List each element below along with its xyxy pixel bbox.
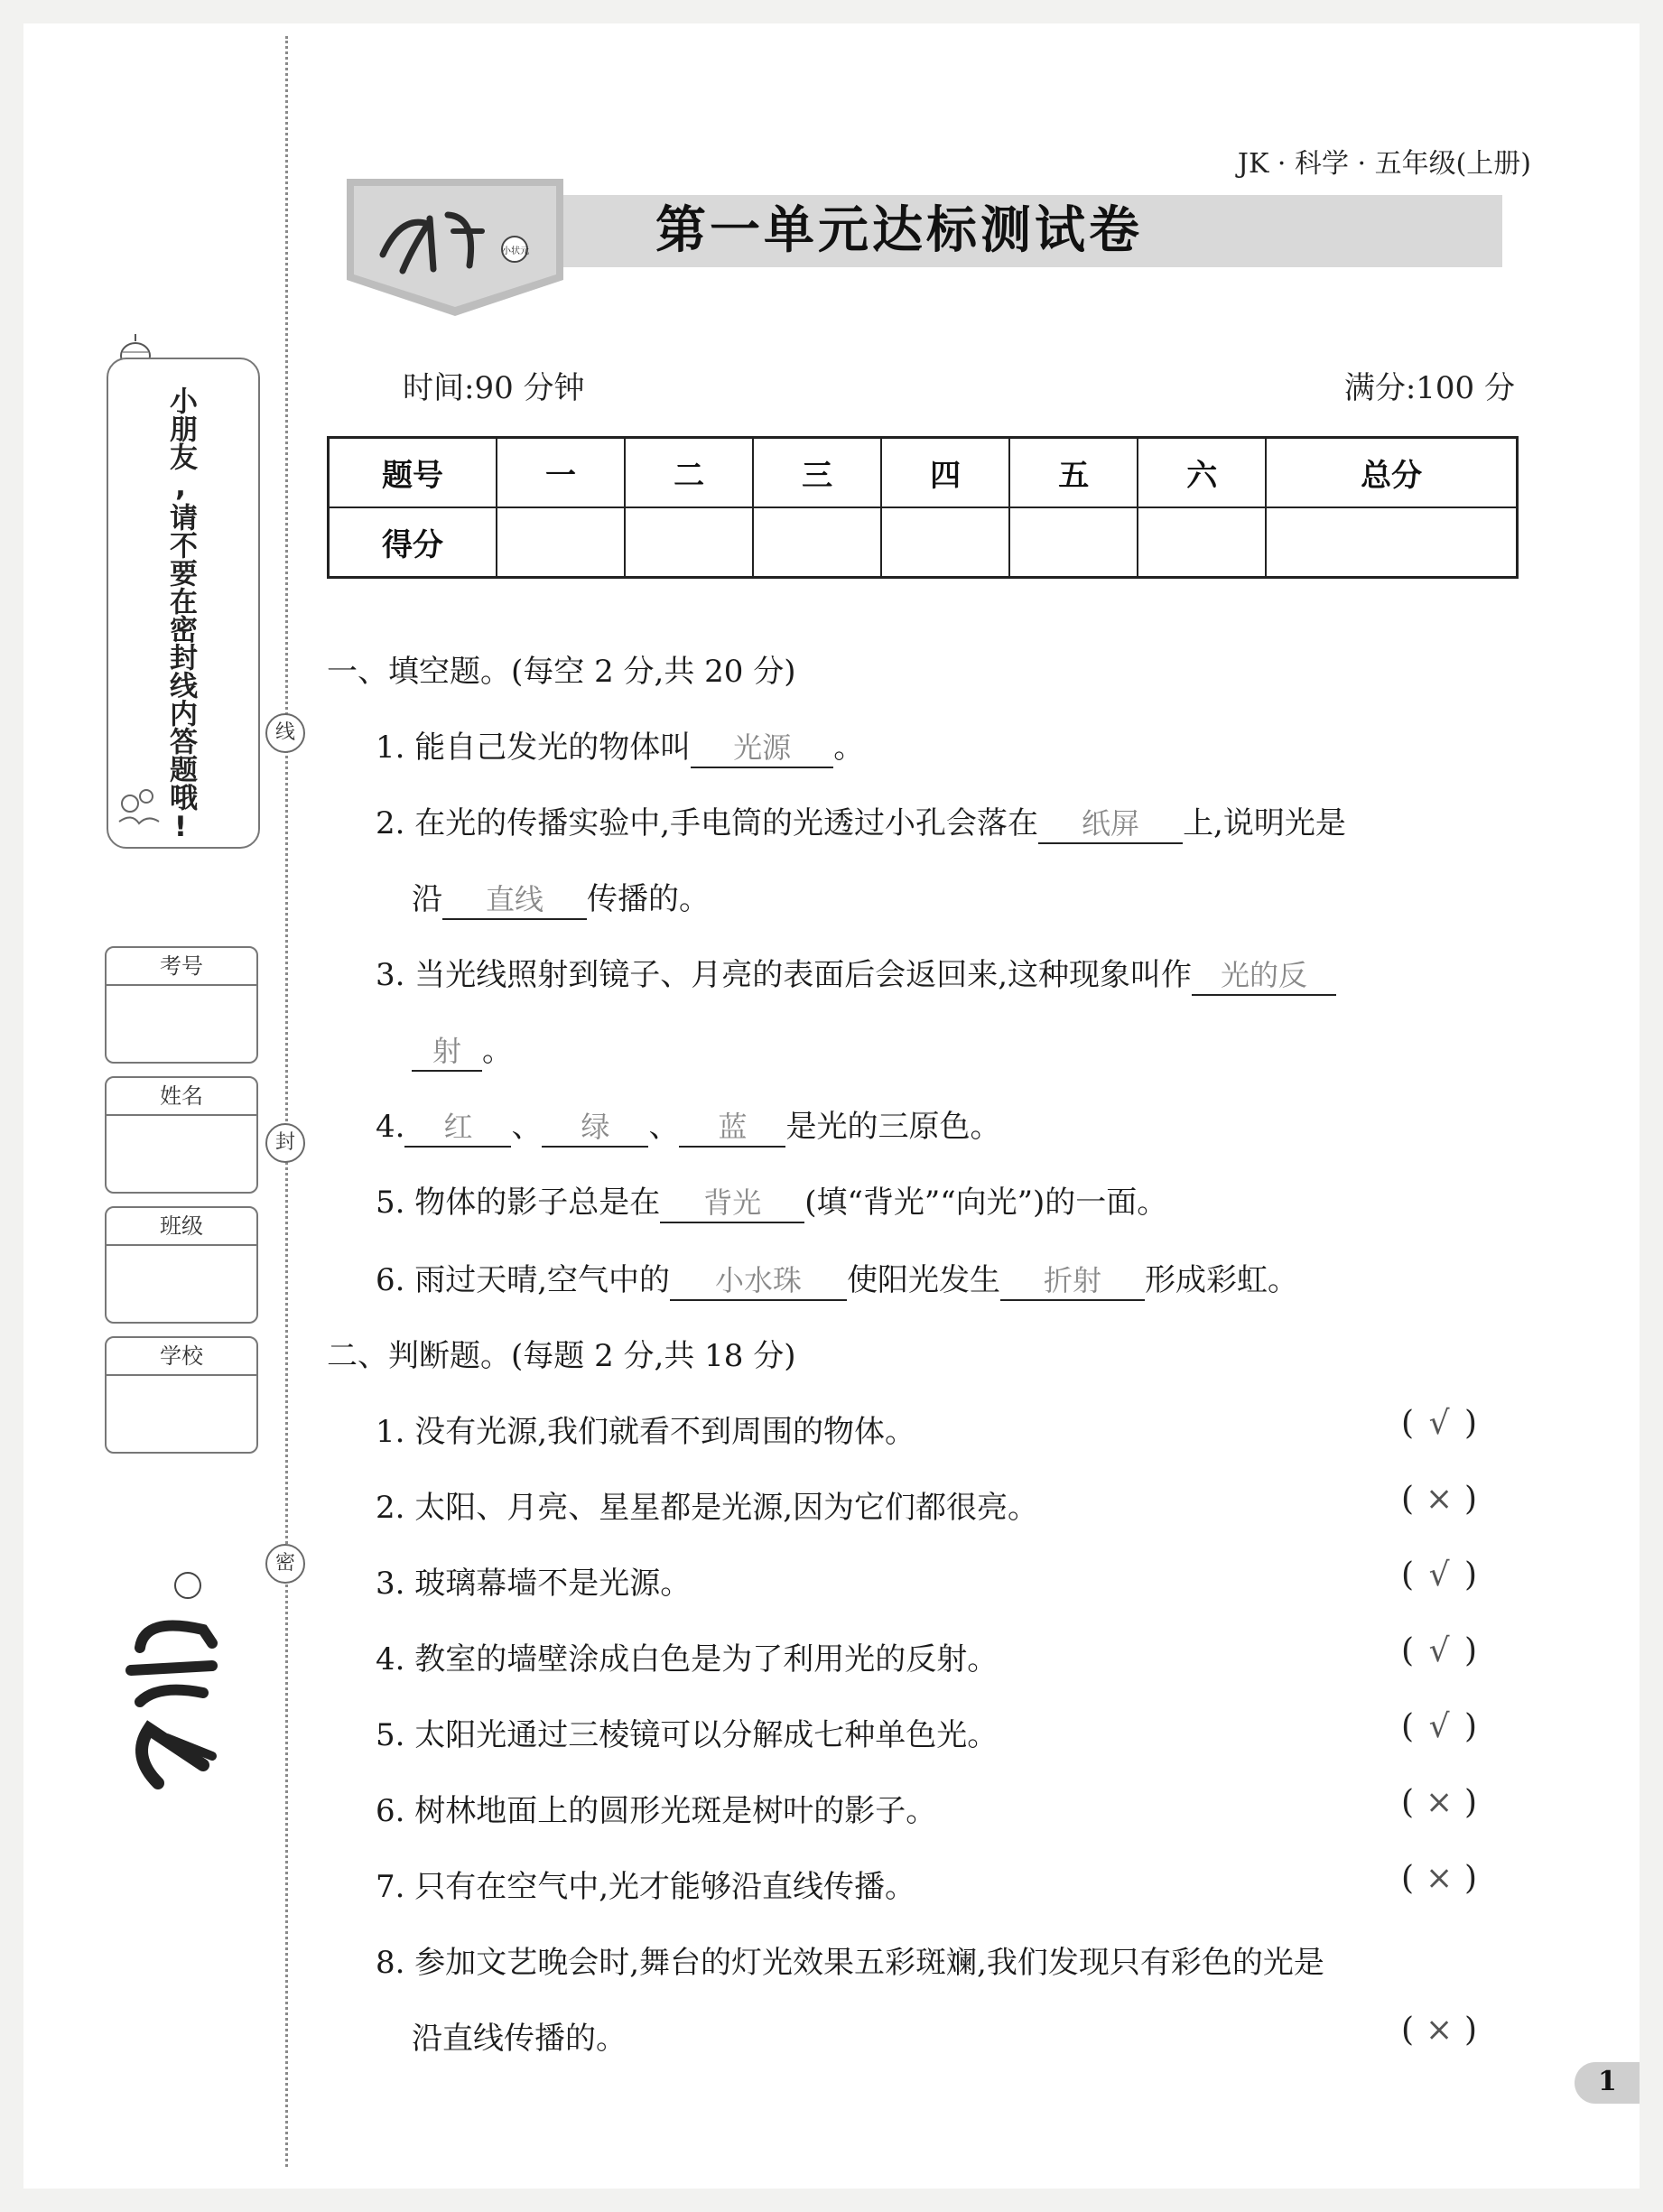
answer-mark: √ <box>1428 1557 1450 1594</box>
fill-question-2-cont <box>412 874 710 920</box>
fill-question-2 <box>376 798 1346 844</box>
judge-item-2-answer[interactable] <box>1401 1481 1477 1518</box>
paren-open: ( <box>1401 1860 1415 1897</box>
name-label: 姓名 <box>107 1078 256 1116</box>
score-cell-1[interactable] <box>497 507 625 578</box>
q1-text: 1. 能自己发光的物体叫 <box>376 730 692 766</box>
q4-sep-1: 、 <box>511 1109 543 1145</box>
fill-question-1 <box>376 722 864 768</box>
brand-badge <box>347 179 563 316</box>
q3-text: 3. 当光线照射到镜子、月亮的表面后会返回来,这种现象叫作 <box>376 957 1193 993</box>
class-label: 班级 <box>107 1208 256 1246</box>
paren-close: ) <box>1464 1708 1478 1745</box>
q3-answer-blank[interactable]: 光的反 <box>1192 953 1336 996</box>
judge-item-3-answer[interactable] <box>1401 1557 1477 1594</box>
header-cell-2: 二 <box>625 438 753 508</box>
q5-text: 5. 物体的影子总是在 <box>376 1185 661 1221</box>
page-number-tab <box>1575 2062 1640 2104</box>
q6-mid: 使阳光发生 <box>847 1262 1001 1298</box>
judge-item-6-answer[interactable] <box>1401 1784 1477 1821</box>
score-cell-2[interactable] <box>625 507 753 578</box>
fill-question-3 <box>376 950 1336 996</box>
sealing-notice <box>107 358 260 849</box>
seal-char-line: 线 <box>265 713 305 753</box>
school-box[interactable] <box>105 1336 258 1454</box>
judge-item-5-text: 5. 太阳光通过三棱镜可以分解成七种单色光。 <box>376 1717 999 1753</box>
exam-number-label: 考号 <box>107 948 256 986</box>
q6-answer-blank-1[interactable]: 小水珠 <box>670 1258 847 1301</box>
score-table-header-row <box>329 438 1518 508</box>
paren-close: ) <box>1464 1784 1478 1821</box>
seal-char-secret: 密 <box>265 1544 305 1584</box>
paren-close: ) <box>1464 1557 1478 1594</box>
q2-answer-blank-2[interactable]: 直线 <box>442 877 587 920</box>
name-box[interactable] <box>105 1076 258 1194</box>
q4-answer-blank-1[interactable]: 红 <box>404 1104 511 1148</box>
judge-item-6-text: 6. 树林地面上的圆形光斑是树叶的影子。 <box>376 1793 937 1829</box>
judge-item-7-text: 7. 只有在空气中,光才能够沿直线传播。 <box>376 1869 916 1905</box>
page-title: 第一单元达标测试卷 <box>655 201 1143 260</box>
q3-post: 。 <box>482 1033 513 1069</box>
header-cell-question-no: 题号 <box>329 438 497 508</box>
answer-mark: √ <box>1428 1405 1450 1442</box>
fill-question-3-cont <box>412 1026 513 1072</box>
series-label: JK · 科学 · 五年级(上册) <box>1237 148 1531 180</box>
q4-answer-blank-2[interactable]: 绿 <box>542 1104 648 1148</box>
brand-logo <box>108 1553 244 1842</box>
q2-cont-pre: 沿 <box>412 881 442 917</box>
score-cell-4[interactable] <box>881 507 1009 578</box>
paren-open: ( <box>1401 1481 1415 1518</box>
fill-question-4 <box>376 1101 1000 1148</box>
flower-icon <box>112 776 164 831</box>
judge-item-8-text-cont: 沿直线传播的。 <box>412 2021 627 2057</box>
seal-char-seal: 封 <box>265 1123 305 1163</box>
paren-open: ( <box>1401 1708 1415 1745</box>
q5-post: (填“背光”“向光”)的一面。 <box>804 1185 1168 1221</box>
judge-item-8-text: 8. 参加文艺晚会时,舞台的灯光效果五彩斑斓,我们发现只有彩色的光是 <box>376 1945 1324 1981</box>
q4-number: 4. <box>376 1109 405 1145</box>
answer-mark: × <box>1425 1784 1454 1821</box>
score-cell-5[interactable] <box>1009 507 1138 578</box>
score-table <box>327 436 1519 579</box>
header-cell-5: 五 <box>1009 438 1138 508</box>
judge-item-7-answer[interactable] <box>1401 1860 1477 1897</box>
q4-answer-blank-3[interactable]: 蓝 <box>679 1104 785 1148</box>
answer-mark: × <box>1425 1860 1454 1897</box>
paren-close: ) <box>1464 1632 1478 1669</box>
header-cell-total: 总分 <box>1266 438 1517 508</box>
q3-answer-blank-cont[interactable]: 射 <box>412 1028 482 1072</box>
header-cell-6: 六 <box>1138 438 1266 508</box>
judge-item-4-text: 4. 教室的墙壁涂成白色是为了利用光的反射。 <box>376 1641 999 1678</box>
section1-heading: 一、填空题。(每空 2 分,共 20 分) <box>327 654 796 690</box>
judge-item-4-answer[interactable] <box>1401 1632 1477 1669</box>
header-cell-3: 三 <box>753 438 881 508</box>
notice-text: 小朋友,请不要在密封线内答题哦! <box>164 386 197 843</box>
answer-mark: √ <box>1428 1708 1450 1745</box>
q6-text: 6. 雨过天晴,空气中的 <box>376 1262 671 1298</box>
score-cell-6[interactable] <box>1138 507 1266 578</box>
q5-answer-blank[interactable]: 背光 <box>660 1180 804 1223</box>
paren-close: ) <box>1464 1405 1478 1442</box>
judge-item-2-text: 2. 太阳、月亮、星星都是光源,因为它们都很亮。 <box>376 1490 1039 1526</box>
page-number: 1 <box>1598 2066 1617 2097</box>
time-label: 时间:90 分钟 <box>403 370 585 406</box>
judge-item-8-answer[interactable] <box>1401 2012 1477 2049</box>
judge-item-1-answer[interactable] <box>1401 1405 1477 1442</box>
answer-mark: √ <box>1428 1632 1450 1669</box>
q2-answer-blank-1[interactable]: 纸屏 <box>1038 801 1183 844</box>
judge-item-3-text: 3. 玻璃幕墙不是光源。 <box>376 1566 692 1602</box>
score-table-score-row <box>329 507 1518 578</box>
class-box[interactable] <box>105 1206 258 1324</box>
q2-text: 2. 在光的传播实验中,手电筒的光透过小孔会落在 <box>376 805 1039 841</box>
header-cell-4: 四 <box>881 438 1009 508</box>
q6-post: 形成彩虹。 <box>1145 1262 1299 1298</box>
paren-open: ( <box>1401 1405 1415 1442</box>
q1-answer-blank[interactable]: 光源 <box>691 725 833 768</box>
paren-close: ) <box>1464 2012 1478 2049</box>
q6-answer-blank-2[interactable]: 折射 <box>1000 1258 1145 1301</box>
section2-heading: 二、判断题。(每题 2 分,共 18 分) <box>327 1338 796 1374</box>
badge-text: 小状元 <box>502 246 529 256</box>
score-cell-3[interactable] <box>753 507 881 578</box>
header-cell-1: 一 <box>497 438 625 508</box>
paren-close: ) <box>1464 1481 1478 1518</box>
q2-cont-post: 传播的。 <box>587 881 710 917</box>
paren-open: ( <box>1401 2012 1415 2049</box>
score-cell-total[interactable] <box>1266 507 1517 578</box>
exam-number-box[interactable] <box>105 946 258 1064</box>
fill-question-6 <box>376 1255 1298 1301</box>
q2-mid: 上,说明光是 <box>1183 805 1346 841</box>
paren-open: ( <box>1401 1632 1415 1669</box>
judge-item-5-answer[interactable] <box>1401 1708 1477 1745</box>
q1-post: 。 <box>833 730 865 766</box>
paren-open: ( <box>1401 1557 1415 1594</box>
score-row-label: 得分 <box>329 507 497 578</box>
answer-mark: × <box>1425 1481 1454 1518</box>
q4-post: 是光的三原色。 <box>785 1109 1001 1145</box>
paren-open: ( <box>1401 1784 1415 1821</box>
full-score-label: 满分:100 分 <box>1343 370 1515 406</box>
paren-close: ) <box>1464 1860 1478 1897</box>
seal-line <box>285 36 288 2167</box>
judge-item-1-text: 1. 没有光源,我们就看不到周围的物体。 <box>376 1414 916 1450</box>
q4-sep-2: 、 <box>648 1109 680 1145</box>
fill-question-5 <box>376 1177 1167 1223</box>
school-label: 学校 <box>107 1338 256 1376</box>
answer-mark: × <box>1425 2012 1454 2049</box>
